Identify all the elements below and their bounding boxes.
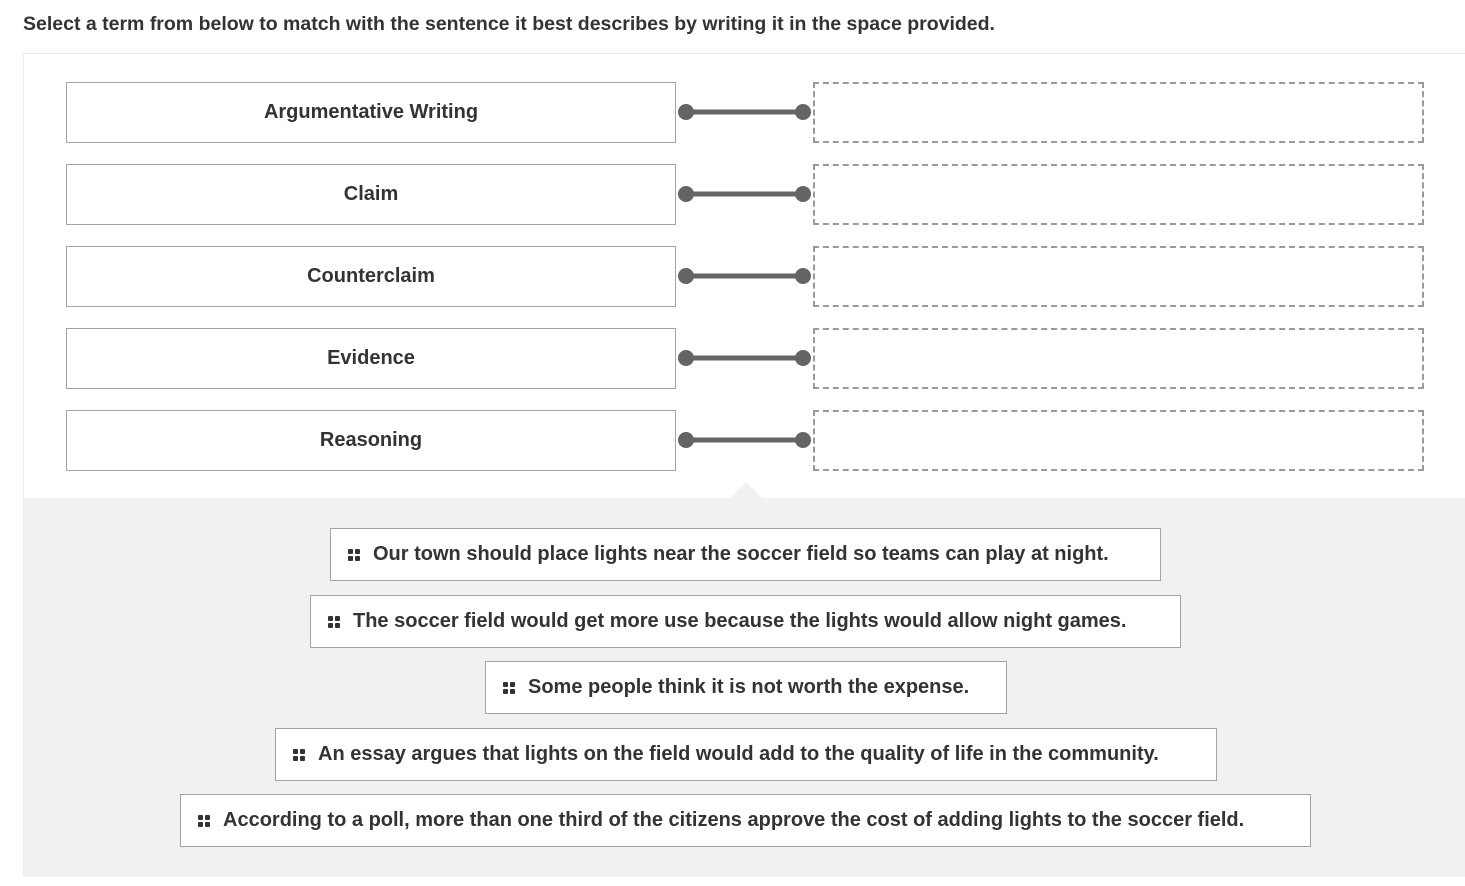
dropzone-argumentative-writing[interactable] (813, 82, 1424, 143)
matching-panel (23, 53, 1465, 876)
answer-chip-text: An essay argues that lights on the field would add to the quality of life in the community. (318, 743, 1159, 765)
answer-chip[interactable] (310, 595, 1181, 648)
answer-chip-text: According to a poll, more than one third of the citizens approve the cost of adding lights to the soccer field. (223, 809, 1245, 831)
term-counterclaim: Counterclaim (66, 246, 676, 307)
connector-line-icon (677, 101, 813, 123)
term-claim: Claim (66, 164, 676, 225)
connector-line-icon (677, 183, 813, 205)
connector-line-icon (677, 265, 813, 287)
match-row (24, 410, 1465, 471)
answer-chip-text: Our town should place lights near the soccer field so teams can play at night. (373, 543, 1109, 565)
drag-handle-icon (197, 814, 211, 828)
match-row (24, 82, 1465, 143)
dropzone-reasoning[interactable] (813, 410, 1424, 471)
drag-handle-icon (502, 681, 516, 695)
bank-notch (730, 482, 762, 498)
drag-handle-icon (347, 548, 361, 562)
answer-chip[interactable] (180, 794, 1311, 847)
drag-handle-icon (292, 748, 306, 762)
dropzone-claim[interactable] (813, 164, 1424, 225)
term-reasoning: Reasoning (66, 410, 676, 471)
answer-chip-text: The soccer field would get more use because the lights would allow night games. (353, 610, 1127, 632)
answer-chip[interactable] (275, 728, 1217, 781)
answer-chip-text: Some people think it is not worth the expense. (528, 676, 970, 698)
term-argumentative-writing: Argumentative Writing (66, 82, 676, 143)
answer-bank (24, 498, 1465, 877)
answer-chip[interactable] (330, 528, 1161, 581)
answer-chip-list (24, 498, 1465, 877)
match-pairs (24, 54, 1465, 498)
connector-line-icon (677, 347, 813, 369)
connector-line-icon (677, 429, 813, 451)
instruction-text: Select a term from below to match with the sentence it best describes by writing it in the space provided. (23, 13, 995, 35)
answer-chip[interactable] (485, 661, 1007, 714)
drag-handle-icon (327, 615, 341, 629)
match-row (24, 164, 1465, 225)
dropzone-counterclaim[interactable] (813, 246, 1424, 307)
dropzone-evidence[interactable] (813, 328, 1424, 389)
term-evidence: Evidence (66, 328, 676, 389)
match-row (24, 246, 1465, 307)
match-row (24, 328, 1465, 389)
